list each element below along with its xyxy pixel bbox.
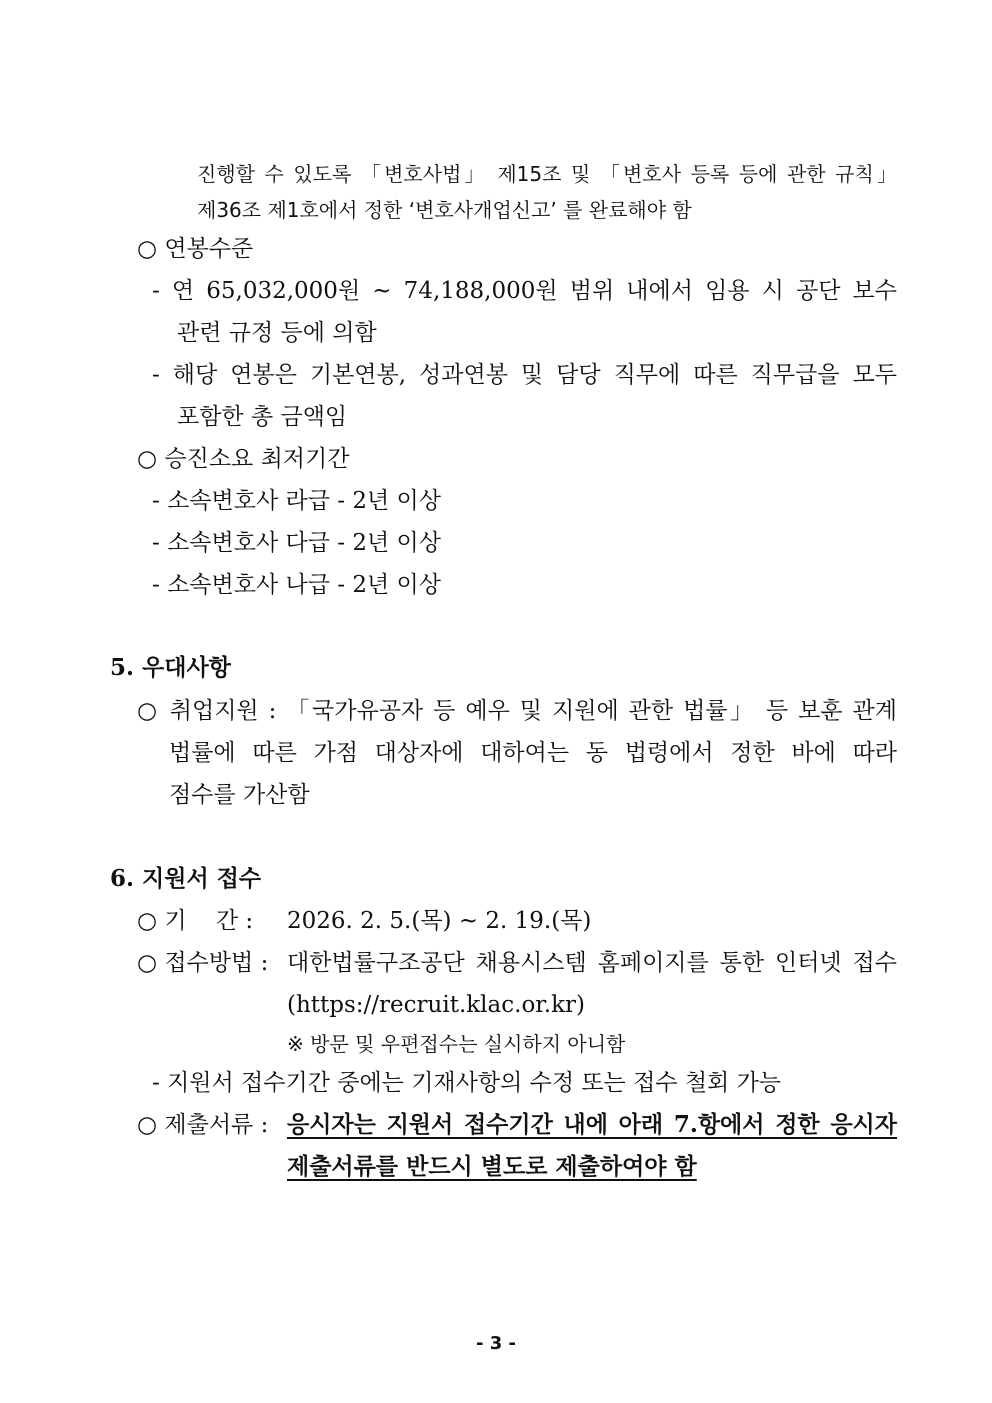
page-number: - 3 - (476, 1333, 516, 1354)
section-5-line-1: ○ 취업지원 : 「국가유공자 등 예우 및 지원에 관한 법률」 등 보훈 관계 (137, 698, 897, 724)
intro-line-2: 제36조 제1호에서 정한 ‘변호사개업신고’ 를 완료해야 함 (197, 198, 692, 222)
promotion-item: - 소속변호사 나급 - 2년 이상 (152, 572, 441, 598)
period-value: 2026. 2. 5.(목) ~ 2. 19.(목) (287, 908, 592, 934)
salary-item-2-line-1: - 해당 연봉은 기본연봉, 성과연봉 및 담당 직무에 따른 직무급을 모두 (152, 362, 897, 388)
section-6-title: 6. 지원서 접수 (110, 865, 262, 892)
salary-item-1-line-2: 관련 규정 등에 의함 (177, 320, 377, 346)
receipt-dash-note: - 지원서 접수기간 중에는 기재사항의 수정 또는 접수 철회 가능 (152, 1070, 782, 1096)
docs-line-2: 제출서류를 반드시 별도로 제출하여야 함 (287, 1153, 697, 1180)
salary-heading: ○ 연봉수준 (137, 236, 254, 262)
period-label: ○ 기 간 : (137, 908, 254, 934)
method-label: ○ 접수방법 : (137, 950, 269, 976)
promotion-heading: ○ 승진소요 최저기간 (137, 446, 350, 472)
salary-item-1-line-1: - 연 65,032,000원 ~ 74,188,000원 범위 내에서 임용 시 공단 보수 (152, 278, 897, 304)
method-value: 대한법률구조공단 채용시스템 홈페이지를 통한 인터넷 접수 (287, 950, 897, 976)
section-5-line-3: 점수를 가산함 (169, 782, 310, 808)
method-url: (https://recruit.klac.or.kr) (287, 992, 585, 1018)
section-5-line-2: 법률에 따른 가점 대상자에 대하여는 동 법령에서 정한 바에 따라 (169, 740, 897, 766)
docs-line-1: 응시자는 지원서 접수기간 내에 아래 7.항에서 정한 응시자 (287, 1111, 897, 1138)
method-note: ※ 방문 및 우편접수는 실시하지 아니함 (287, 1032, 626, 1056)
promotion-item: - 소속변호사 다급 - 2년 이상 (152, 530, 441, 556)
section-5-title: 5. 우대사항 (110, 654, 231, 681)
salary-item-2-line-2: 포함한 총 금액임 (177, 404, 348, 430)
docs-label: ○ 제출서류 : (137, 1112, 269, 1138)
promotion-item: - 소속변호사 라급 - 2년 이상 (152, 488, 441, 514)
intro-line-1: 진행할 수 있도록 「변호사법」 제15조 및 「변호사 등록 등에 관한 규칙」 (197, 162, 897, 186)
